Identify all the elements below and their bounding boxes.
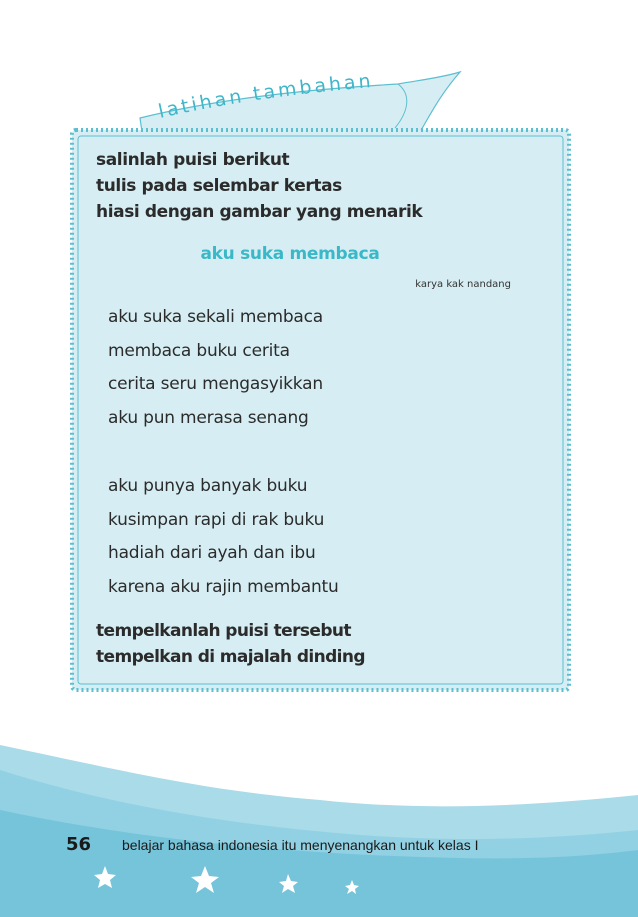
closing-instructions xyxy=(96,618,365,670)
page-number: 56 xyxy=(66,834,92,855)
poem-line: aku pun merasa senang xyxy=(108,407,309,428)
instructions xyxy=(96,147,422,225)
poem-line: membaca buku cerita xyxy=(108,340,290,361)
section-title: latihan tambahan xyxy=(156,69,375,123)
closing-line: tempelkan di majalah dinding xyxy=(96,647,365,667)
poem-title: aku suka membaca xyxy=(200,244,380,264)
poem-line: aku suka sekali membaca xyxy=(108,307,323,327)
poem-line: karena aku rajin membantu xyxy=(108,576,339,597)
instruction-line: salinlah puisi berikut xyxy=(96,150,290,170)
instruction-line: hiasi dengan gambar yang menarik xyxy=(96,202,423,222)
instruction-line: tulis pada selembar kertas xyxy=(96,176,342,196)
poem-line: kusimpan rapi di rak buku xyxy=(108,509,325,530)
footer-text: belajar bahasa indonesia itu menyenangkan untuk kelas I xyxy=(122,837,479,853)
poem-line: aku punya banyak buku xyxy=(108,476,308,496)
poem-author: karya kak nandang xyxy=(415,279,511,290)
poem-line: cerita seru mengasyikkan xyxy=(108,374,323,395)
closing-line: tempelkanlah puisi tersebut xyxy=(96,621,351,641)
poem-stanza-2 xyxy=(108,470,339,604)
poem-stanza-1 xyxy=(108,301,323,435)
poem-line: hadiah dari ayah dan ibu xyxy=(108,543,316,564)
